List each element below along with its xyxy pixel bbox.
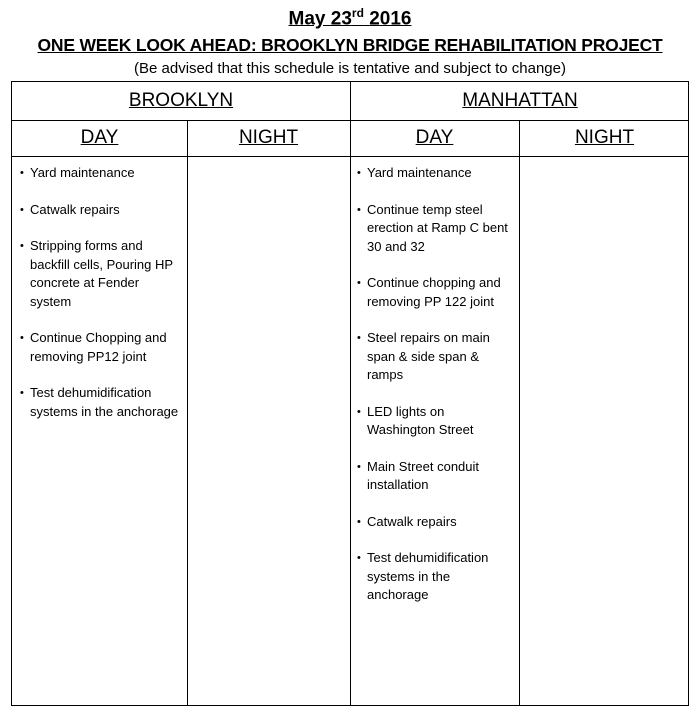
schedule-date (0, 6, 700, 30)
date-month-day: May 23 (288, 8, 352, 30)
brooklyn-shift-divider (187, 120, 188, 705)
task-item: • Yard maintenance (20, 164, 180, 183)
task-item: • Test dehumidification systems in the anchorage (357, 549, 512, 605)
task-item: • Stripping forms and backfill cells, Pouring HP concrete at Fender system (20, 237, 180, 311)
schedule-table (11, 81, 689, 706)
page-title: ONE WEEK LOOK AHEAD: BROOKLYN BRIDGE REHABILITATION PROJECT (37, 35, 663, 55)
task-item: • LED lights on Washington Street (357, 403, 512, 440)
task-item: • Main Street conduit installation (357, 458, 512, 495)
manhattan-day-header: DAY (415, 127, 454, 148)
task-item: • Steel repairs on main span & side span & ramps (357, 329, 512, 385)
brooklyn-day-header: DAY (80, 127, 119, 148)
brooklyn-header: BROOKLYN (128, 90, 234, 111)
task-item: • Continue temp steel erection at Ramp C bent 30 and 32 (357, 201, 512, 257)
task-item: • Test dehumidification systems in the anchorage (20, 384, 180, 421)
task-item: • Catwalk repairs (357, 513, 512, 532)
disclaimer-note: (Be advised that this schedule is tentative and subject to change) (134, 60, 566, 77)
task-item: • Yard maintenance (357, 164, 512, 183)
borough-divider (350, 82, 351, 705)
manhattan-day-tasks (357, 164, 512, 623)
manhattan-night-header: NIGHT (574, 127, 635, 148)
date-year: 2016 (369, 8, 412, 30)
brooklyn-night-header: NIGHT (238, 127, 299, 148)
date-ordinal-suffix: rd (351, 6, 364, 20)
task-item: • Continue chopping and removing PP 122 joint (357, 274, 512, 311)
task-item: • Continue Chopping and removing PP12 joint (20, 329, 180, 366)
brooklyn-day-tasks (20, 164, 180, 439)
manhattan-header: MANHATTAN (462, 90, 578, 111)
task-item: • Catwalk repairs (20, 201, 180, 220)
manhattan-shift-divider (519, 120, 520, 705)
